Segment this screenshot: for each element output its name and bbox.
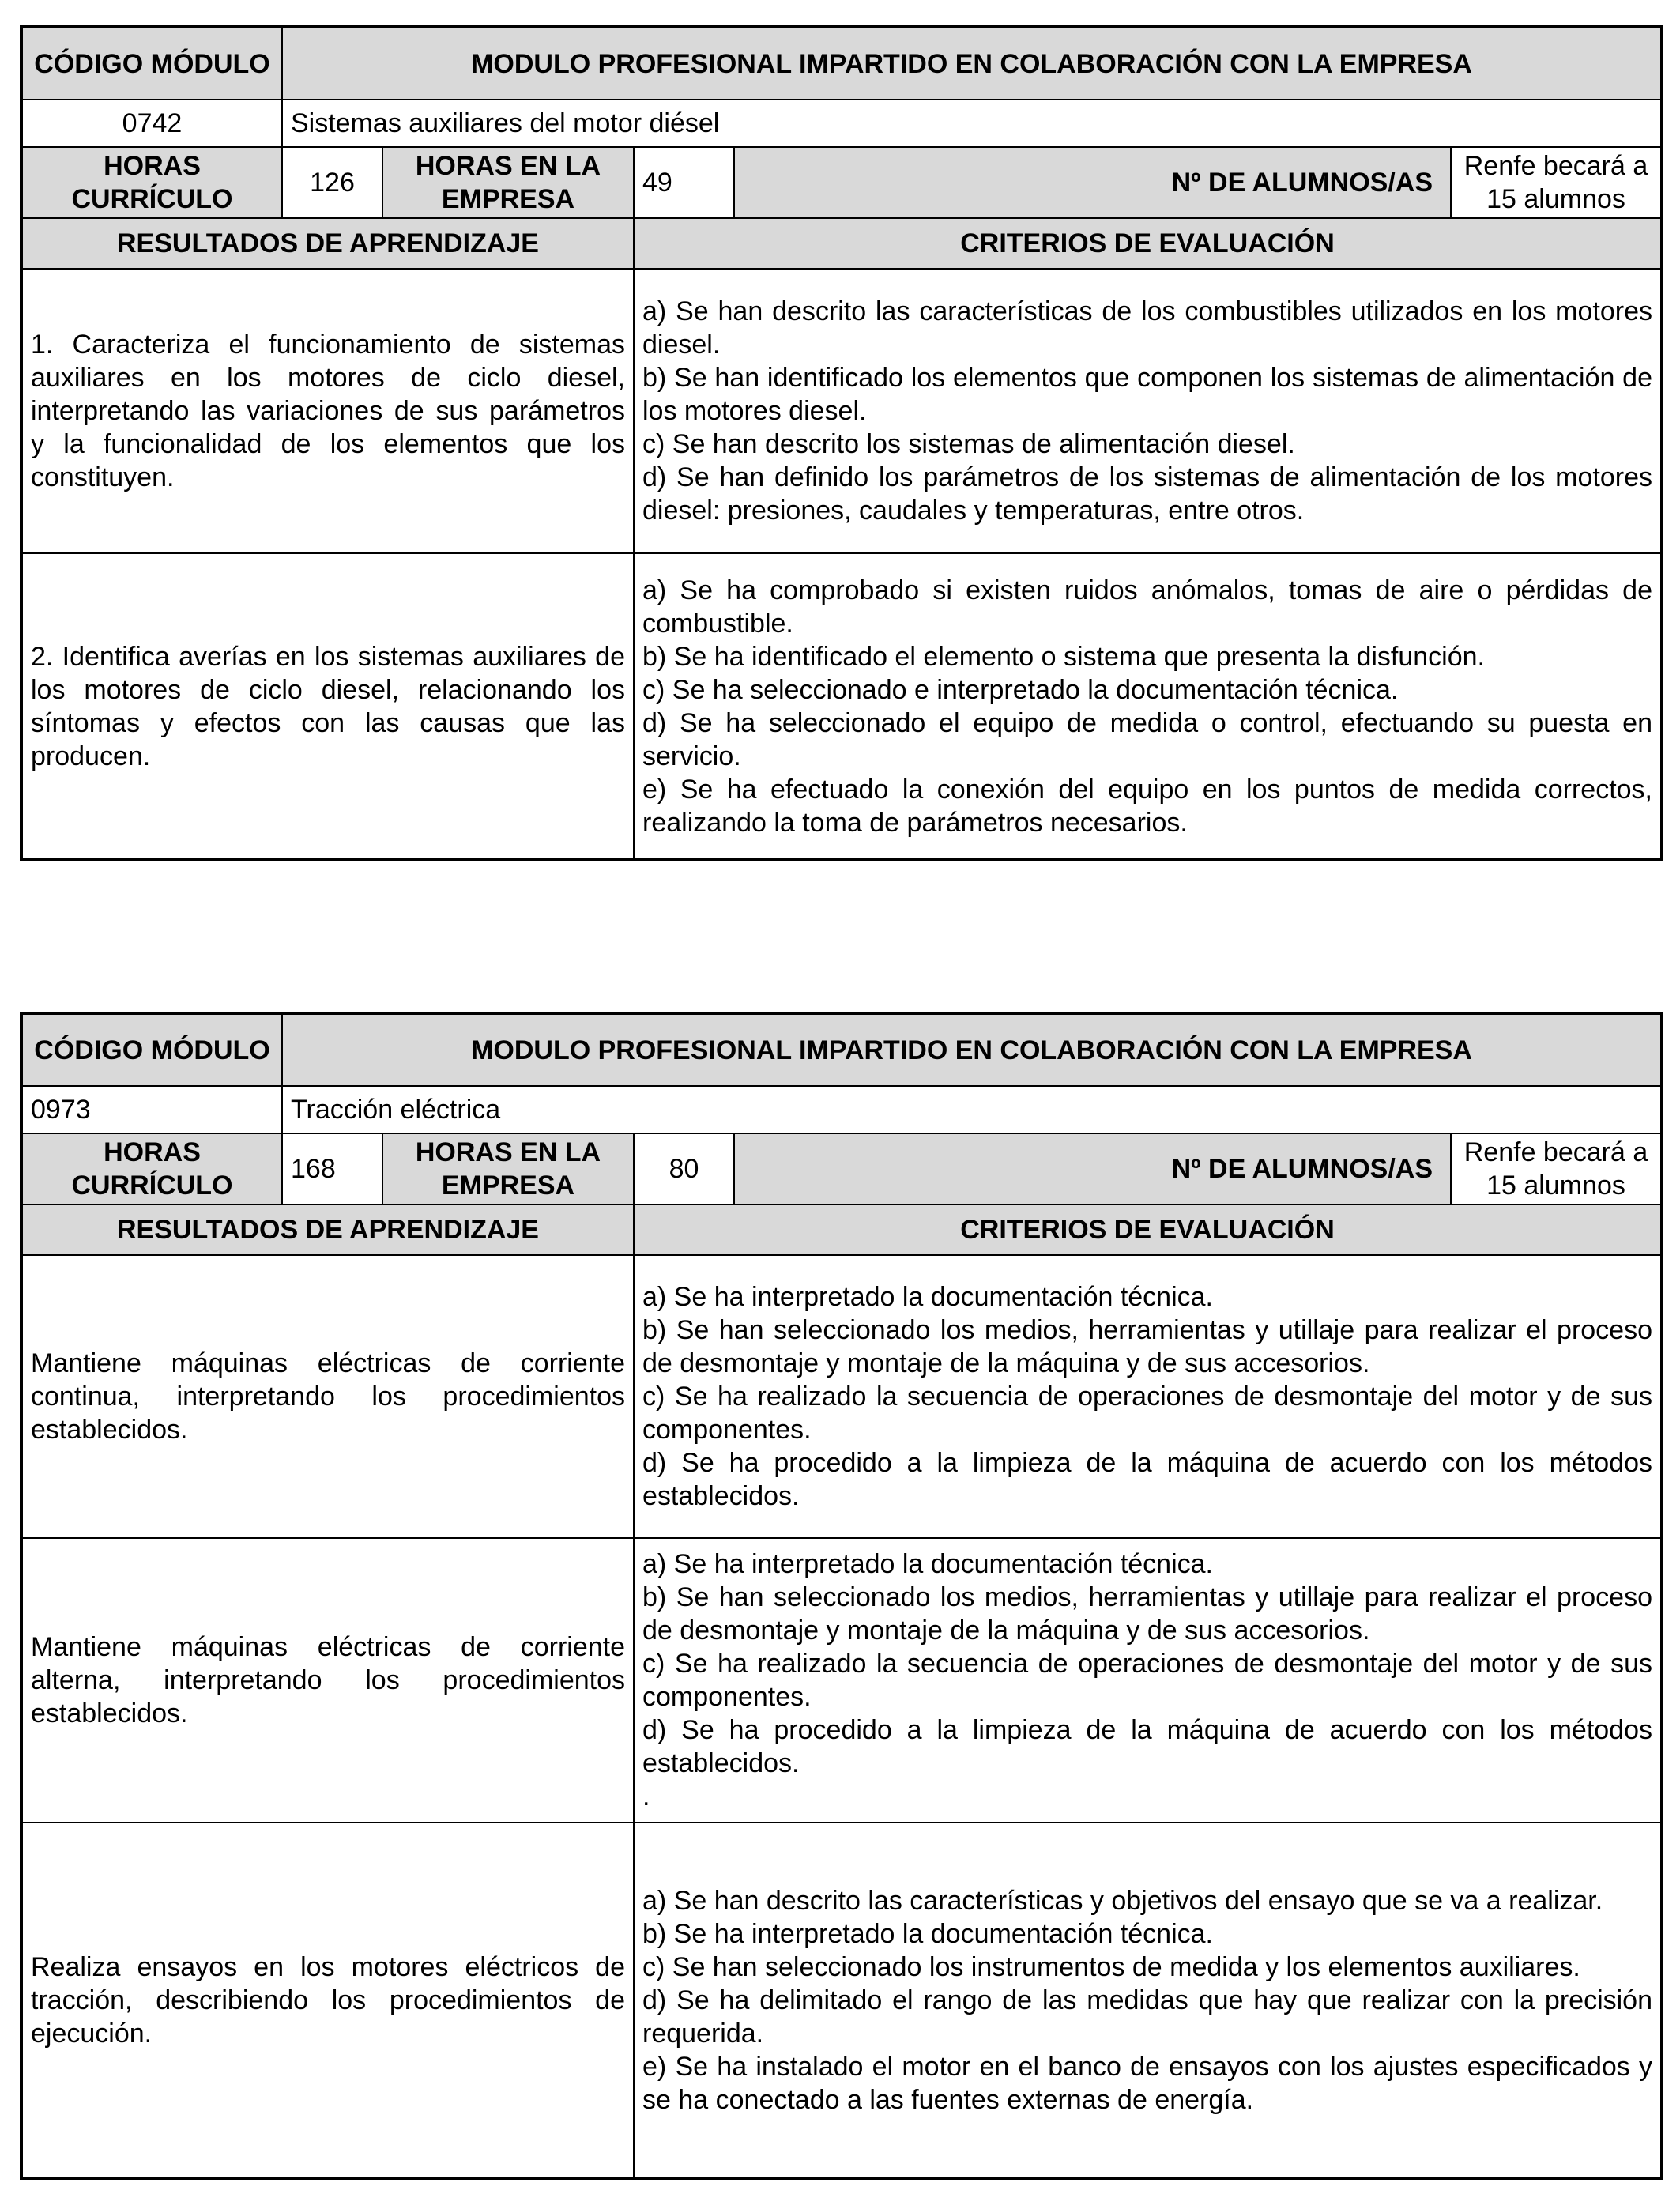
criterion: c) Se ha realizado la secuencia de operaciones de desmontaje del motor y de sus componentes. — [642, 1382, 1652, 1445]
hours-curriculum-label: HORAS CURRÍCULO — [21, 147, 282, 218]
students-label: Nº DE ALUMNOS/AS — [734, 147, 1451, 218]
criterion: b) Se han seleccionado los medios, herramientas y utillaje para realizar el proceso de desmontaje y montaje de la máquina y de sus accesorios. — [642, 1315, 1652, 1378]
criterion: c) Se han descrito los sistemas de alimentación diesel. — [642, 429, 1295, 459]
learning-row — [21, 553, 1662, 860]
criterion: c) Se ha seleccionado e interpretado la documentación técnica. — [642, 674, 1399, 705]
criterion: e) Se ha instalado el motor en el banco de ensayos con los ajustes especificados y se ha conectado a las fuentes externas de energía. — [642, 2051, 1652, 2115]
hours-company-label: HORAS EN LA EMPRESA — [382, 147, 634, 218]
students-value: Renfe becará a 15 alumnos — [1451, 1133, 1662, 1204]
criterion: b) Se ha identificado el elemento o sistema que presenta la disfunción. — [642, 641, 1485, 672]
criterion: c) Se ha realizado la secuencia de operaciones de desmontaje del motor y de sus componentes. — [642, 1649, 1652, 1712]
learning-result: 1. Caracteriza el funcionamiento de sistemas auxiliares en los motores de ciclo diesel, interpretando las variaciones de sus parámetros y la funcionalidad de los elementos que los constituyen. — [21, 269, 634, 553]
results-header: RESULTADOS DE APRENDIZAJE — [21, 218, 634, 269]
criterion: d) Se han definido los parámetros de los sistemas de alimentación de los motores diesel: presiones, caudales y temperaturas, entre otros. — [642, 462, 1652, 526]
results-header: RESULTADOS DE APRENDIZAJE — [21, 1204, 634, 1255]
students-value: Renfe becará a 15 alumnos — [1451, 147, 1662, 218]
criteria-header: CRITERIOS DE EVALUACIÓN — [634, 1204, 1662, 1255]
hours-curriculum-value: 168 — [282, 1133, 382, 1204]
students-label: Nº DE ALUMNOS/AS — [734, 1133, 1451, 1204]
learning-result: Mantiene máquinas eléctricas de corriente continua, interpretando los procedimientos establecidos. — [21, 1255, 634, 1538]
learning-row — [21, 1255, 1662, 1538]
criterion: b) Se ha interpretado la documentación técnica. — [642, 1918, 1214, 1949]
criterion: e) Se ha efectuado la conexión del equipo en los puntos de medida correctos, realizando la toma de parámetros necesarios. — [642, 774, 1652, 838]
criterion: a) Se ha comprobado si existen ruidos anómalos, tomas de aire o pérdidas de combustible. — [642, 575, 1652, 639]
criterion: a) Se ha interpretado la documentación técnica. — [642, 1282, 1214, 1312]
criterion: d) Se ha procedido a la limpieza de la máquina de acuerdo con los métodos establecidos. — [642, 1715, 1652, 1778]
hours-curriculum-label: HORAS CURRÍCULO — [21, 1133, 282, 1204]
evaluation-criteria — [634, 1255, 1662, 1538]
learning-row — [21, 269, 1662, 553]
module-code: 0742 — [21, 100, 282, 147]
criterion: b) Se han identificado los elementos que componen los sistemas de alimentación de los motores diesel. — [642, 363, 1652, 426]
hours-company-label: HORAS EN LA EMPRESA — [382, 1133, 634, 1204]
evaluation-criteria — [634, 1538, 1662, 1823]
module-table-0973 — [20, 1012, 1663, 2180]
learning-result: Realiza ensayos en los motores eléctricos de tracción, describiendo los procedimientos de ejecución. — [21, 1823, 634, 2178]
criterion: c) Se han seleccionado los instrumentos de medida y los elementos auxiliares. — [642, 1951, 1580, 1982]
code-header: CÓDIGO MÓDULO — [21, 1013, 282, 1086]
evaluation-criteria — [634, 1823, 1662, 2178]
criterion: a) Se ha interpretado la documentación técnica. — [642, 1549, 1214, 1579]
module-title-header: MODULO PROFESIONAL IMPARTIDO EN COLABORACIÓN CON LA EMPRESA — [282, 27, 1662, 100]
learning-row — [21, 1823, 1662, 2178]
code-header: CÓDIGO MÓDULO — [21, 27, 282, 100]
module-code: 0973 — [21, 1086, 282, 1133]
criterion: d) Se ha procedido a la limpieza de la máquina de acuerdo con los métodos establecidos. — [642, 1448, 1652, 1511]
module-name: Tracción eléctrica — [282, 1086, 1662, 1133]
criterion: d) Se ha delimitado el rango de las medidas que hay que realizar con la precisión requerida. — [642, 1985, 1652, 2049]
evaluation-criteria — [634, 553, 1662, 860]
criterion: a) Se han descrito las características y objetivos del ensayo que se va a realizar. — [642, 1885, 1603, 1916]
learning-result: 2. Identifica averías en los sistemas auxiliares de los motores de ciclo diesel, relacionando los síntomas y efectos con las causas que las producen. — [21, 553, 634, 860]
learning-row — [21, 1538, 1662, 1823]
hours-company-value: 80 — [634, 1133, 734, 1204]
module-table-0742 — [20, 25, 1663, 861]
criteria-header: CRITERIOS DE EVALUACIÓN — [634, 218, 1662, 269]
criterion: d) Se ha seleccionado el equipo de medida o control, efectuando su puesta en servicio. — [642, 707, 1652, 771]
module-title-header: MODULO PROFESIONAL IMPARTIDO EN COLABORACIÓN CON LA EMPRESA — [282, 1013, 1662, 1086]
learning-result: Mantiene máquinas eléctricas de corriente alterna, interpretando los procedimientos establecidos. — [21, 1538, 634, 1823]
hours-curriculum-value: 126 — [282, 147, 382, 218]
hours-company-value: 49 — [634, 147, 734, 218]
criterion: b) Se han seleccionado los medios, herramientas y utillaje para realizar el proceso de desmontaje y montaje de la máquina y de sus accesorios. — [642, 1582, 1652, 1646]
module-name: Sistemas auxiliares del motor diésel — [282, 100, 1662, 147]
criterion: a) Se han descrito las características de los combustibles utilizados en los motores diesel. — [642, 296, 1652, 360]
evaluation-criteria — [634, 269, 1662, 553]
criterion: . — [642, 1781, 650, 1811]
